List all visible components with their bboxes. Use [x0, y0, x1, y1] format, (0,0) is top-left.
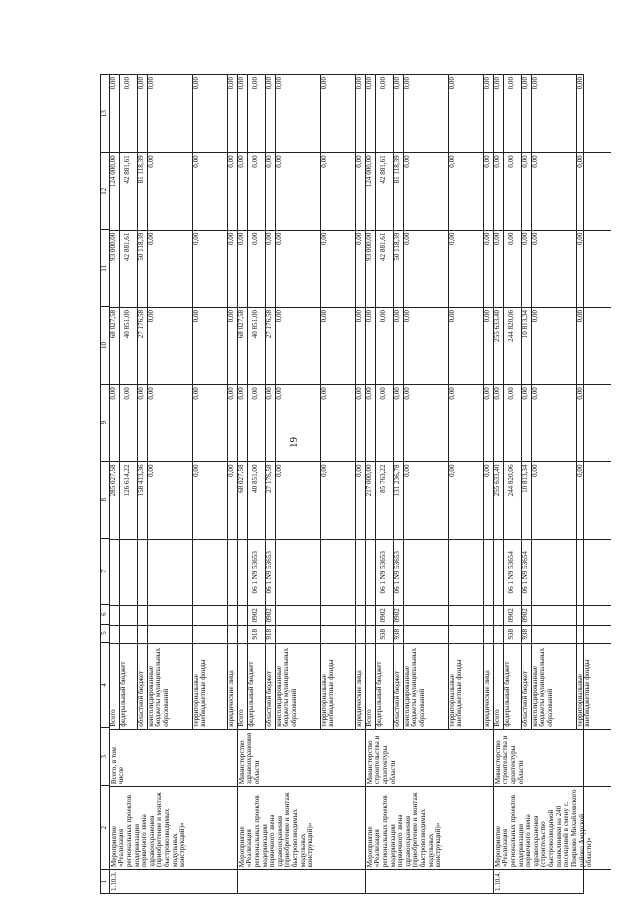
section-code [110, 605, 119, 625]
amount-col-12: 0,00 [248, 152, 265, 229]
amount-col-11: 0,00 [504, 230, 521, 307]
grbs-code: 938 [394, 625, 403, 643]
funding-source: юридические лица [228, 643, 237, 729]
amount-col-9: 0,00 [248, 384, 265, 461]
target-article-code: 06 1 N9 53653 [266, 539, 275, 605]
amount-col-8: 40 851,00 [248, 461, 265, 538]
amount-col-11: 0,00 [577, 230, 611, 307]
grbs-code [404, 625, 448, 643]
target-article-code [356, 539, 365, 605]
grbs-code [238, 625, 247, 643]
amount-col-8: 0,00 [148, 461, 192, 538]
amount-col-10: 27 176,58 [138, 307, 147, 384]
amount-col-11: 50 118,39 [394, 230, 403, 307]
amount-col-11: 93 000,00 [366, 230, 375, 307]
section-code [494, 605, 503, 625]
amount-col-13: 0,00 [402, 77, 411, 90]
amount-col-13: 0,00 [123, 77, 132, 90]
amount-col-10: 40 851,00 [120, 307, 137, 384]
amount-col-10: 0,00 [484, 307, 493, 384]
amount-col-10: 244 820,06 [504, 307, 521, 384]
page-number: 19 [288, 437, 300, 448]
section-code: 0902 [522, 605, 531, 625]
amount-col-13: 0,00 [265, 77, 274, 90]
amount-col-11: 0,00 [276, 230, 320, 307]
section-code [228, 605, 237, 625]
item-name: Мероприятие «Реализация региональных проектов модернизации первичного звена здравоохранения (строительство быстровозводимой поликлиники на 240 посещений в смену с. Поярково Михайловского района Амурской области)» [494, 786, 611, 869]
amount-col-13: 0,00 [227, 77, 236, 90]
column-number-5: 5 [101, 624, 109, 642]
section-code [356, 605, 365, 625]
section-code [577, 605, 611, 625]
amount-col-12: 0,00 [356, 152, 365, 229]
funding-source: областной бюджет [266, 643, 275, 729]
grbs-code [110, 625, 119, 643]
funding-rows [366, 75, 493, 729]
amount-col-12: 124 000,00 [110, 152, 119, 229]
amount-col-10: 0,00 [449, 307, 483, 384]
amount-col-9: 0,00 [577, 384, 611, 461]
amount-col-9: 0,00 [238, 384, 247, 461]
amount-col-13: 0,00 [393, 77, 402, 90]
target-article-code [138, 539, 147, 605]
amount-col-10: 40 851,00 [248, 307, 265, 384]
grbs-code [321, 625, 355, 643]
amount-col-8: 0,00 [577, 461, 611, 538]
amount-col-9: 0,00 [321, 384, 355, 461]
amount-col-11: 0,00 [522, 230, 531, 307]
column-number-11: 11 [101, 229, 109, 306]
amount-col-9: 0,00 [266, 384, 275, 461]
amount-col-9: 0,00 [366, 384, 375, 461]
target-article-code: 06 1 N9 53654 [504, 539, 521, 605]
amount-col-11: 42 881,61 [120, 230, 137, 307]
funding-source: территориальные внебюджетные фонды [577, 643, 611, 729]
amount-col-8: 10 813,34 [522, 461, 531, 538]
funding-source: Всего [366, 643, 375, 729]
funding-row [138, 75, 148, 729]
amount-col-11: 50 118,39 [138, 230, 147, 307]
section-code: 0902 [266, 605, 275, 625]
amount-col-8: 0,00 [276, 461, 320, 538]
amount-col-10: 0,00 [404, 307, 448, 384]
section-code: 0902 [376, 605, 393, 625]
amount-col-10: 0,00 [376, 307, 393, 384]
section-code [238, 605, 247, 625]
amount-col-9: 0,00 [138, 384, 147, 461]
amount-col-13: 0,00 [507, 77, 516, 90]
section-code [120, 605, 137, 625]
grbs-code [366, 625, 375, 643]
amount-col-13: 0,00 [365, 77, 374, 90]
amount-col-12: 81 118,39 [138, 152, 147, 229]
amount-col-13: 0,00 [146, 77, 155, 90]
target-article-code [366, 539, 375, 605]
amount-col-10: 0,00 [228, 307, 237, 384]
grbs-code [120, 625, 137, 643]
amount-col-8: 0,00 [321, 461, 355, 538]
funding-row [404, 75, 449, 729]
amount-col-12: 0,00 [266, 152, 275, 229]
grbs-code [484, 625, 493, 643]
item-name: Мероприятие «Реализация региональных проектов модернизации первичного звена здравоохранения (приобретение и монтаж быстровозводимых модульных конструкций)» [238, 786, 365, 869]
item-executor: Министерство здравоохранения области [238, 729, 365, 786]
amount-col-10: 0,00 [148, 307, 192, 384]
amount-col-13: 0,00 [530, 77, 539, 90]
column-number-2: 2 [101, 785, 109, 869]
column-number-8: 8 [101, 461, 109, 538]
amount-col-11: 0,00 [449, 230, 483, 307]
target-article-code [276, 539, 320, 605]
amount-col-11: 0,00 [266, 230, 275, 307]
amount-col-11: 0,00 [321, 230, 355, 307]
target-article-code [494, 539, 503, 605]
amount-col-9: 0,00 [484, 384, 493, 461]
funding-source: юридические лица [356, 643, 365, 729]
amount-col-9: 0,00 [522, 384, 531, 461]
amount-col-11: 93 000,00 [110, 230, 119, 307]
amount-col-11: 0,00 [404, 230, 448, 307]
program-group [494, 75, 611, 893]
grbs-code: 938 [504, 625, 521, 643]
column-number-13: 13 [100, 110, 108, 118]
funding-source: Всего [494, 643, 503, 729]
amount-col-9: 0,00 [110, 384, 119, 461]
funding-source: областной бюджет [138, 643, 147, 729]
section-code [276, 605, 320, 625]
funding-row [494, 75, 504, 729]
amount-col-12: 0,00 [276, 152, 320, 229]
amount-col-10: 0,00 [366, 307, 375, 384]
amount-col-8: 255 633,40 [494, 461, 503, 538]
funding-source: Всего [238, 643, 247, 729]
amount-col-9: 0,00 [532, 384, 576, 461]
funding-source: территориальные внебюджетные фонды [321, 643, 355, 729]
amount-col-9: 0,00 [394, 384, 403, 461]
funding-row [248, 75, 266, 729]
section-code [148, 605, 192, 625]
amount-col-11: 0,00 [193, 230, 227, 307]
column-number-12: 12 [101, 152, 109, 229]
amount-col-12: 0,00 [532, 152, 576, 229]
funding-row [238, 75, 248, 729]
section-code: 0902 [248, 605, 265, 625]
item-code: 1.10.3. [110, 869, 237, 893]
grbs-code [276, 625, 320, 643]
funding-row [266, 75, 276, 729]
amount-col-9: 0,00 [148, 384, 192, 461]
amount-col-13: 0,00 [191, 77, 200, 90]
funding-row [321, 75, 356, 729]
amount-col-8: 0,00 [193, 461, 227, 538]
amount-col-13: 0,00 [493, 77, 502, 90]
section-code [532, 605, 576, 625]
amount-col-12: 42 881,61 [120, 152, 137, 229]
target-article-code [321, 539, 355, 605]
amount-col-13: 0,00 [447, 77, 456, 90]
column-number-3: 3 [101, 727, 109, 785]
amount-col-9: 0,00 [276, 384, 320, 461]
amount-col-10: 0,00 [193, 307, 227, 384]
section-code [484, 605, 493, 625]
target-article-code [110, 539, 119, 605]
amount-col-11: 0,00 [484, 230, 493, 307]
amount-col-10: 27 176,58 [266, 307, 275, 384]
section-code [138, 605, 147, 625]
amount-col-11: 0,00 [238, 230, 247, 307]
amount-col-8: 158 413,36 [138, 461, 147, 538]
amount-col-11: 0,00 [248, 230, 265, 307]
amount-col-8: 68 027,58 [238, 461, 247, 538]
amount-col-12: 0,00 [238, 152, 247, 229]
target-article-code [120, 539, 137, 605]
grbs-code [532, 625, 576, 643]
item-name: Мероприятие «Реализация региональных проектов модернизации первичного звена здравоохранения (приобретение и монтаж быстровозводимых модульных конструкций)» [366, 786, 493, 869]
amount-col-9: 0,00 [449, 384, 483, 461]
amount-col-12: 0,00 [228, 152, 237, 229]
amount-col-11: 0,00 [532, 230, 576, 307]
column-number-9: 9 [101, 384, 109, 461]
amount-col-8: 217 000,00 [366, 461, 375, 538]
funding-row [366, 75, 376, 729]
program-group [110, 75, 238, 893]
amount-col-11: 0,00 [228, 230, 237, 307]
funding-source: федеральный бюджет [120, 643, 137, 729]
grbs-code: 938 [376, 625, 393, 643]
program-group [366, 75, 494, 893]
grbs-code [138, 625, 147, 643]
amount-col-10: 0,00 [276, 307, 320, 384]
funding-row [193, 75, 228, 729]
amount-col-10: 10 813,34 [522, 307, 531, 384]
funding-row [532, 75, 577, 729]
amount-col-11: 42 881,61 [376, 230, 393, 307]
amount-col-13: 0,00 [319, 77, 328, 90]
amount-col-10: 0,00 [394, 307, 403, 384]
amount-col-13: 0,00 [379, 77, 388, 90]
item-code [238, 869, 365, 893]
funding-source: областной бюджет [394, 643, 403, 729]
target-article-code [238, 539, 247, 605]
section-code [366, 605, 375, 625]
amount-col-11: 0,00 [494, 230, 503, 307]
amount-col-12: 42 881,61 [376, 152, 393, 229]
grbs-code: 918 [248, 625, 265, 643]
funding-row [394, 75, 404, 729]
amount-col-12: 0,00 [522, 152, 531, 229]
amount-col-8: 0,00 [449, 461, 483, 538]
grbs-code [228, 625, 237, 643]
column-number-1: 1 [101, 869, 109, 893]
amount-col-12: 0,00 [193, 152, 227, 229]
section-code: 0902 [504, 605, 521, 625]
column-number-6: 6 [101, 604, 109, 624]
amount-col-9: 0,00 [228, 384, 237, 461]
amount-col-12: 81 118,39 [394, 152, 403, 229]
amount-col-8: 0,00 [356, 461, 365, 538]
target-article-code: 06 1 N9 53654 [522, 539, 531, 605]
amount-col-12: 0,00 [449, 152, 483, 229]
amount-col-8: 244 820,06 [504, 461, 521, 538]
funding-row [504, 75, 522, 729]
grbs-code [193, 625, 227, 643]
funding-row [148, 75, 193, 729]
funding-rows [110, 75, 237, 729]
amount-col-8: 126 614,22 [120, 461, 137, 538]
amount-col-9: 0,00 [504, 384, 521, 461]
amount-col-8: 85 763,22 [376, 461, 393, 538]
amount-col-8: 0,00 [484, 461, 493, 538]
funding-source: федеральный бюджет [376, 643, 393, 729]
target-article-code: 06 1 N9 53653 [248, 539, 265, 605]
amount-col-13: 0,00 [521, 77, 530, 90]
target-article-code [484, 539, 493, 605]
amount-col-10: 0,00 [532, 307, 576, 384]
funding-source: территориальные внебюджетные фонды [449, 643, 483, 729]
amount-col-11: 0,00 [148, 230, 192, 307]
target-article-code [404, 539, 448, 605]
funding-source: консолидированные бюджеты муниципальных образований [404, 643, 448, 729]
column-number-10: 10 [101, 306, 109, 383]
funding-row [276, 75, 321, 729]
amount-col-9: 0,00 [376, 384, 393, 461]
amount-col-13: 0,00 [109, 77, 118, 90]
section-code: 0902 [394, 605, 403, 625]
amount-col-12: 0,00 [494, 152, 503, 229]
section-code [193, 605, 227, 625]
target-article-code: 06 1 N9 53653 [394, 539, 403, 605]
grbs-code: 918 [266, 625, 275, 643]
target-article-code [193, 539, 227, 605]
amount-col-12: 124 000,00 [366, 152, 375, 229]
budget-table [100, 74, 594, 894]
amount-col-13: 0,00 [575, 77, 584, 90]
amount-col-10: 0,00 [321, 307, 355, 384]
amount-col-12: 0,00 [404, 152, 448, 229]
item-name: Мероприятие «Реализация региональных проектов модернизации первичного звена здравоохранения (приобретение и монтаж быстровозводимых модульных конструкций)» [110, 786, 237, 869]
funding-row [356, 75, 365, 729]
amount-col-13: 0,00 [274, 77, 283, 90]
amount-col-13: 0,00 [237, 77, 246, 90]
section-code [404, 605, 448, 625]
amount-col-9: 0,00 [193, 384, 227, 461]
funding-row [522, 75, 532, 729]
amount-col-8: 0,00 [404, 461, 448, 538]
amount-col-9: 0,00 [494, 384, 503, 461]
item-executor: Министерство строительства и архитектуры области [494, 729, 611, 786]
item-executor: Всего, в том числе [110, 729, 237, 786]
grbs-code [148, 625, 192, 643]
amount-col-12: 0,00 [504, 152, 521, 229]
target-article-code [449, 539, 483, 605]
funding-row [120, 75, 138, 729]
amount-col-13: 0,00 [251, 77, 260, 90]
amount-col-9: 0,00 [120, 384, 137, 461]
funding-source: консолидированные бюджеты муниципальных образований [148, 643, 192, 729]
item-code [366, 869, 493, 893]
item-code: 1.10.4. [494, 869, 611, 893]
target-article-code [148, 539, 192, 605]
amount-col-13: 0,00 [483, 77, 492, 90]
funding-row [376, 75, 394, 729]
amount-col-13: 0,00 [355, 77, 364, 90]
amount-col-8: 27 176,58 [266, 461, 275, 538]
target-article-code [577, 539, 611, 605]
target-article-code [228, 539, 237, 605]
funding-rows [238, 75, 365, 729]
funding-source: консолидированные бюджеты муниципальных образований [276, 643, 320, 729]
funding-source: консолидированные бюджеты муниципальных образований [532, 643, 576, 729]
amount-col-8: 131 236,78 [394, 461, 403, 538]
amount-col-12: 0,00 [484, 152, 493, 229]
funding-rows [494, 75, 611, 729]
amount-col-10: 0,00 [356, 307, 365, 384]
amount-col-10: 68 027,58 [238, 307, 247, 384]
amount-col-10: 68 027,58 [110, 307, 119, 384]
program-group [238, 75, 366, 893]
amount-col-11: 0,00 [356, 230, 365, 307]
column-number-4: 4 [101, 642, 109, 728]
amount-col-12: 0,00 [148, 152, 192, 229]
grbs-code [449, 625, 483, 643]
amount-col-12: 0,00 [321, 152, 355, 229]
funding-row [449, 75, 484, 729]
section-code [449, 605, 483, 625]
funding-row [228, 75, 237, 729]
amount-col-9: 0,00 [404, 384, 448, 461]
amount-col-13: 0,00 [137, 77, 146, 90]
target-article-code [532, 539, 576, 605]
funding-source: юридические лица [484, 643, 493, 729]
funding-source: областной бюджет [522, 643, 531, 729]
funding-source: Всего [110, 643, 119, 729]
funding-source: федеральный бюджет [248, 643, 265, 729]
funding-row [577, 75, 611, 729]
item-executor: Министерство строительства и архитектуры области [366, 729, 493, 786]
amount-col-8: 285 027,58 [110, 461, 119, 538]
amount-col-8: 0,00 [228, 461, 237, 538]
funding-source: федеральный бюджет [504, 643, 521, 729]
amount-col-10: 255 633,40 [494, 307, 503, 384]
grbs-code [577, 625, 611, 643]
funding-row [484, 75, 493, 729]
grbs-code [494, 625, 503, 643]
amount-col-8: 0,00 [532, 461, 576, 538]
grbs-code: 938 [522, 625, 531, 643]
column-number-7: 7 [101, 538, 109, 604]
funding-row [110, 75, 120, 729]
amount-col-10: 0,00 [577, 307, 611, 384]
amount-col-12: 0,00 [577, 152, 611, 229]
section-code [321, 605, 355, 625]
amount-col-9: 0,00 [356, 384, 365, 461]
grbs-code [356, 625, 365, 643]
target-article-code: 06 1 N9 53653 [376, 539, 393, 605]
funding-source: территориальные внебюджетные фонды [193, 643, 227, 729]
